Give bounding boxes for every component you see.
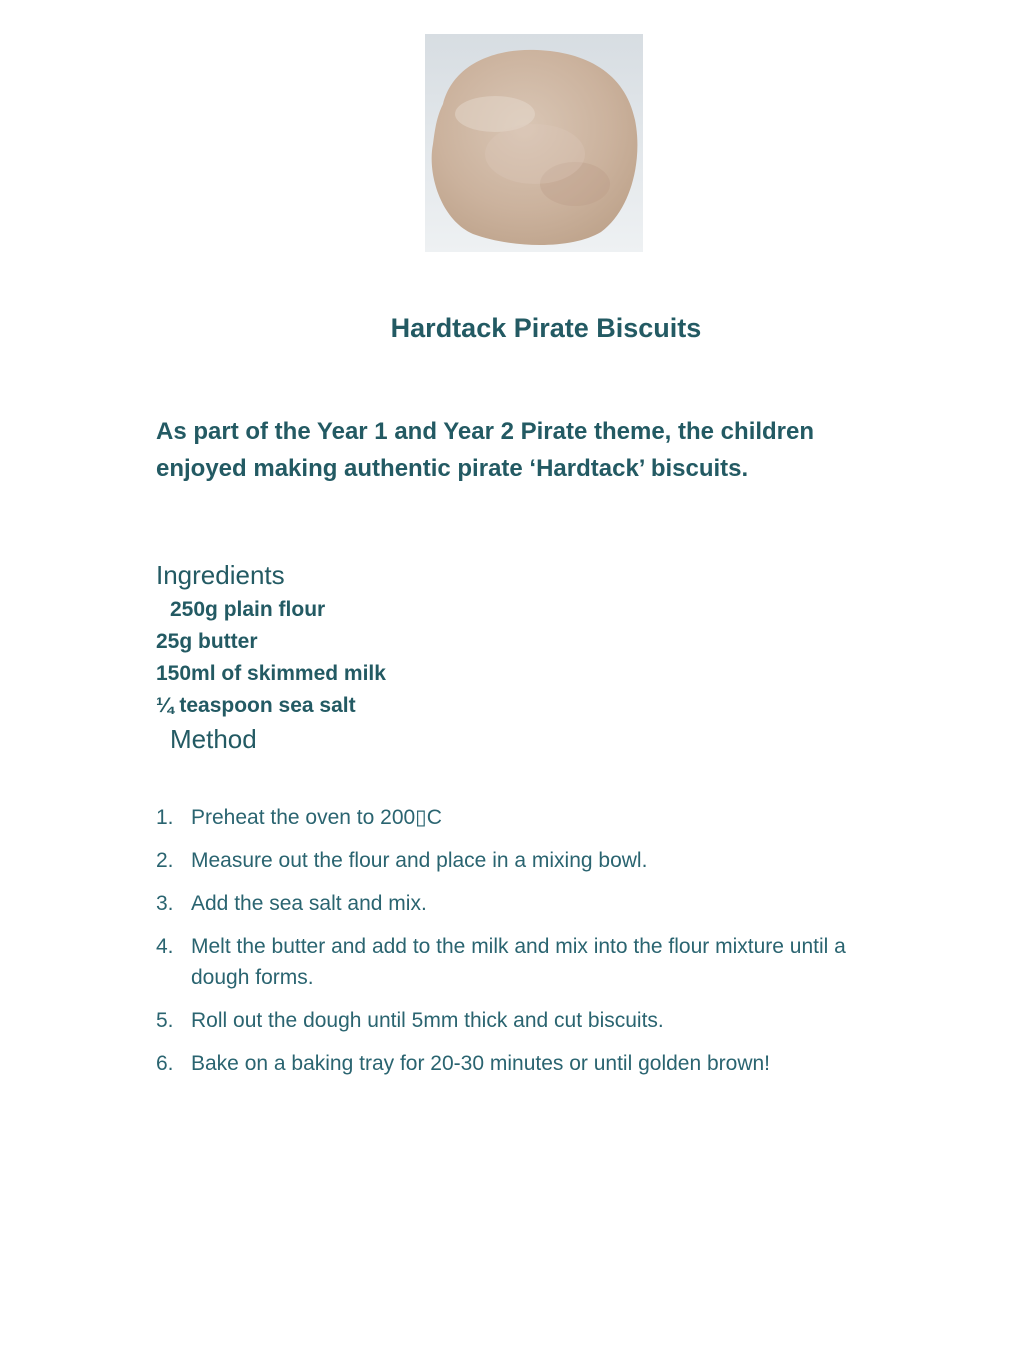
step-number: 1. bbox=[156, 806, 174, 829]
hardtack-dough-photo bbox=[425, 34, 643, 252]
step-number: 3. bbox=[156, 892, 174, 915]
method-step bbox=[156, 802, 896, 833]
ingredient-item: 25g butter bbox=[156, 630, 258, 653]
method-steps-list bbox=[156, 802, 896, 1091]
ingredients-heading: Ingredients bbox=[156, 560, 285, 590]
dough-illustration bbox=[425, 34, 643, 252]
step-number: 2. bbox=[156, 849, 174, 872]
page-title: Hardtack Pirate Biscuits bbox=[390, 313, 702, 343]
step-text: Melt the butter and add to the milk and mix into the flour mixture until a dough forms. bbox=[191, 935, 846, 989]
intro-paragraph: As part of the Year 1 and Year 2 Pirate theme, the children enjoyed making authentic pirate ‘Hardtack’ biscuits. bbox=[156, 418, 815, 482]
step-text: Measure out the flour and place in a mixing bowl. bbox=[191, 849, 648, 872]
ingredient-item: ¼ teaspoon sea salt bbox=[156, 694, 356, 717]
method-step bbox=[156, 845, 896, 876]
step-number: 4. bbox=[156, 935, 174, 958]
ingredient-item: 150ml of skimmed milk bbox=[156, 662, 386, 685]
step-text: Preheat the oven to 200▯C bbox=[191, 806, 442, 829]
method-heading: Method bbox=[170, 724, 257, 754]
ingredient-item: 250g plain flour bbox=[170, 598, 326, 621]
method-step bbox=[156, 888, 896, 919]
step-number: 5. bbox=[156, 1009, 174, 1032]
method-step bbox=[156, 931, 896, 993]
method-step bbox=[156, 1048, 896, 1079]
step-text: Add the sea salt and mix. bbox=[191, 892, 427, 915]
step-text: Roll out the dough until 5mm thick and cut biscuits. bbox=[191, 1009, 664, 1032]
method-step bbox=[156, 1005, 896, 1036]
step-text: Bake on a baking tray for 20-30 minutes or until golden brown! bbox=[191, 1052, 771, 1075]
step-number: 6. bbox=[156, 1052, 174, 1075]
